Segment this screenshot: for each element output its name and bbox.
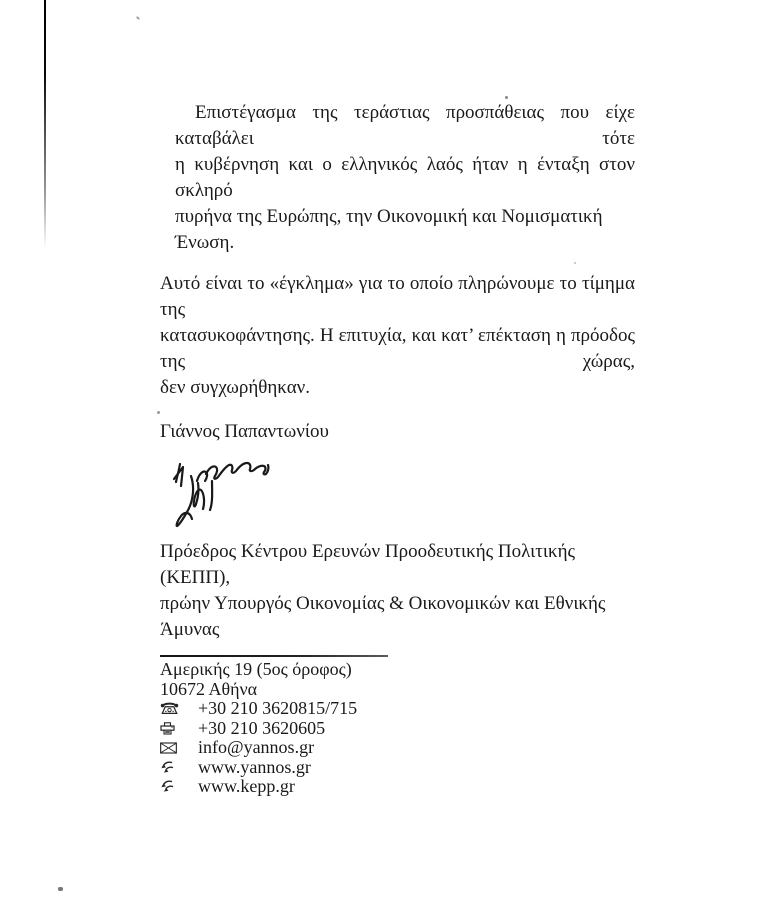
signer-title-line-1: Πρόεδρος Κέντρου Ερευνών Προοδευτικής Πολιτικής (ΚΕΠΠ),: [160, 541, 576, 588]
phone-row: [160, 699, 635, 719]
scan-artifact-speck: [136, 16, 140, 20]
paragraph-line: πυρήνα της Ευρώπης, την Οικονομική και Νομισματική Ένωση.: [175, 206, 603, 253]
paragraph-closing-indented: [175, 100, 635, 256]
paragraph-closing: [160, 271, 635, 401]
paragraph-line: δεν συγχωρήθηκαν.: [160, 377, 310, 398]
signer-title-line-2: πρώην Υπουργός Οικονομίας & Οικονομικών και Εθνικής Άμυνας: [160, 593, 606, 640]
signature: [168, 450, 283, 532]
fax-row: [160, 719, 635, 739]
website-url-1: www.yannos.gr: [198, 756, 311, 777]
web-link-icon: [160, 780, 198, 793]
paragraph-line: κατασυκοφάντησης. Η επιτυχία, και κατ’ επέκταση η πρόοδος της χώρας,: [160, 325, 635, 372]
paragraph-line: η κυβέρνηση και ο ελληνικός λαός ήταν η ένταξη στον σκληρό: [175, 154, 635, 201]
paragraph-line: Επιστέγασμα της τεράστιας προσπάθειας που είχε καταβάλει τότε: [175, 102, 635, 149]
web-link-icon: [160, 761, 198, 774]
telephone-icon: [160, 702, 198, 715]
website-url-2: www.kepp.gr: [198, 776, 295, 796]
phone-number: +30 210 3620815/715: [198, 698, 358, 718]
envelope-icon: [160, 742, 198, 754]
scan-artifact-vertical-line: [44, 0, 46, 248]
email-row: [160, 738, 635, 758]
address-line-1: Αμερικής 19 (5ος όροφος): [160, 659, 352, 679]
signer-name: Γιάννος Παπαντωνίου: [160, 421, 329, 442]
signer-titles: [160, 539, 635, 643]
paragraph-line: Αυτό είναι το «έγκλημα» για το οποίο πληρώνουμε το τίμημα της: [160, 273, 635, 320]
scan-artifact-speck: [58, 887, 63, 891]
website-row: [160, 758, 635, 778]
email-address: info@yannos.gr: [198, 737, 315, 757]
website-row: [160, 777, 635, 797]
scan-artifact-speck: [505, 96, 508, 99]
address-line-2: 10672 Αθήνα: [160, 678, 258, 699]
letterhead-divider: [160, 655, 388, 657]
fax-icon: [160, 722, 198, 735]
fax-number: +30 210 3620605: [198, 717, 326, 738]
contact-block: [160, 660, 635, 797]
